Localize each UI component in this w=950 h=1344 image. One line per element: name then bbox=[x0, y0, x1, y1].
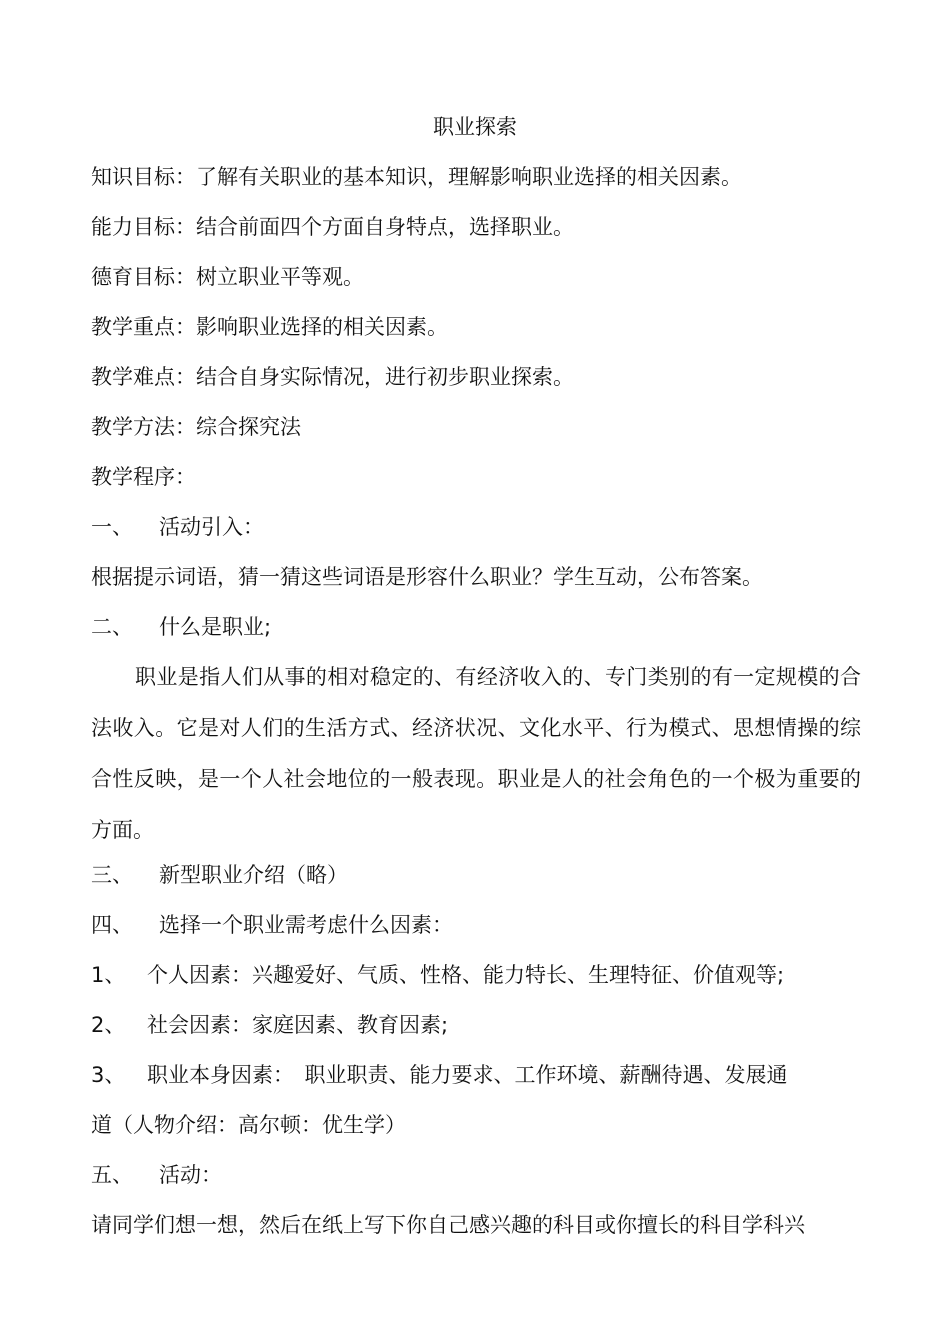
factor-1-number: 1、 bbox=[91, 963, 126, 987]
section-3-number: 三、 bbox=[91, 863, 133, 887]
ability-goal: 能力目标：结合前面四个方面自身特点，选择职业。 bbox=[91, 215, 574, 239]
section-2-paragraph: 职业是指人们从事的相对稳定的、有经济收入的、专门类别的有一定规模的合法收入。它是对人们的生活方式、经济状况、文化水平、行为模式、思想情操的综合性反映，是一个人社会地位的一般表现。职业是人的社会角色的一个极为重要的方面。 bbox=[91, 665, 861, 842]
section-3-title: 新型职业介绍（略） bbox=[159, 863, 348, 887]
section-5-text: 请同学们想一想，然后在纸上写下你自己感兴趣的科目或你擅长的科目学科兴 bbox=[91, 1213, 805, 1237]
teaching-procedure: 教学程序： bbox=[91, 465, 196, 489]
section-1-heading bbox=[91, 512, 264, 542]
factor-3-number: 3、 bbox=[91, 1063, 126, 1087]
factor-3-continuation: 道（人物介绍：高尔顿：优生学） bbox=[91, 1113, 406, 1137]
section-5-title: 活动： bbox=[159, 1163, 222, 1187]
section-1-number: 一、 bbox=[91, 515, 133, 539]
section-4-title: 选择一个职业需考虑什么因素： bbox=[159, 913, 453, 937]
key-point: 教学重点：影响职业选择的相关因素。 bbox=[91, 315, 448, 339]
section-1-text: 根据提示词语，猜一猜这些词语是形容什么职业？学生互动，公布答案。 bbox=[91, 565, 763, 589]
section-5-heading bbox=[91, 1160, 222, 1190]
section-5-number: 五、 bbox=[91, 1163, 133, 1187]
doc-title: 职业探索 bbox=[433, 115, 517, 139]
knowledge-goal: 知识目标：了解有关职业的基本知识，理解影响职业选择的相关因素。 bbox=[91, 165, 742, 189]
factor-3-text: 职业本身因素： 职业职责、能力要求、工作环境、薪酬待遇、发展通 bbox=[147, 1063, 788, 1087]
factor-1 bbox=[91, 960, 784, 990]
section-4-heading bbox=[91, 910, 453, 940]
moral-goal: 德育目标：树立职业平等观。 bbox=[91, 265, 364, 289]
section-2-heading bbox=[91, 612, 271, 642]
section-2-title: 什么是职业; bbox=[159, 615, 272, 639]
section-2-number: 二、 bbox=[91, 615, 133, 639]
factor-2-number: 2、 bbox=[91, 1013, 126, 1037]
factor-1-text: 个人因素：兴趣爱好、气质、性格、能力特长、生理特征、价值观等; bbox=[147, 963, 785, 987]
factor-2-text: 社会因素：家庭因素、教育因素; bbox=[147, 1013, 449, 1037]
section-4-number: 四、 bbox=[91, 913, 133, 937]
section-3-heading bbox=[91, 860, 348, 890]
teaching-method: 教学方法：综合探究法 bbox=[91, 415, 301, 439]
difficult-point: 教学难点：结合自身实际情况，进行初步职业探索。 bbox=[91, 365, 574, 389]
factor-2 bbox=[91, 1010, 448, 1040]
section-1-title: 活动引入： bbox=[159, 515, 264, 539]
factor-3 bbox=[91, 1060, 788, 1090]
